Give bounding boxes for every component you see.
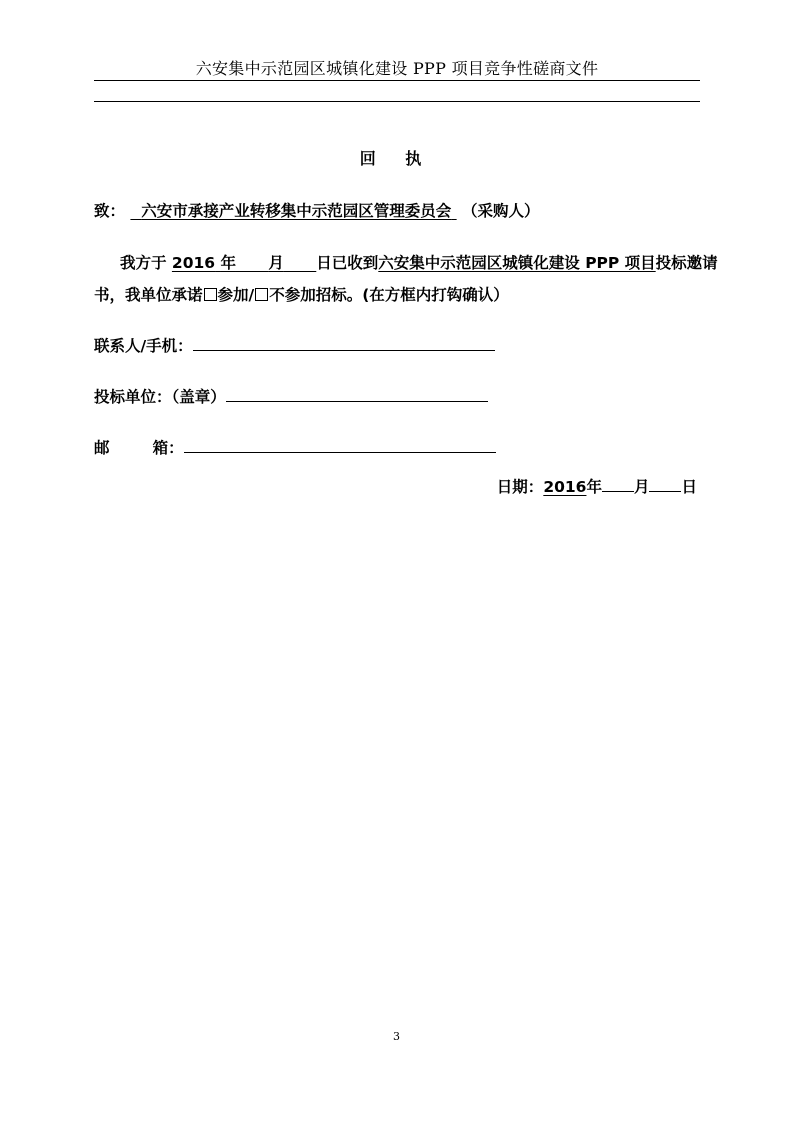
date-label: 日期： (496, 478, 544, 496)
to-line (94, 199, 540, 221)
not-participate-checkbox[interactable] (255, 288, 268, 301)
bidder-label: 投标单位：（盖章） (94, 388, 226, 406)
project-name: 六安集中示范园区城镇化建设 PPP 项目 (378, 254, 656, 272)
bidder-input-line[interactable] (226, 387, 488, 402)
to-prefix: 致： (94, 202, 126, 220)
date-year: 2016 (543, 478, 587, 496)
contact-input-line[interactable] (193, 336, 495, 351)
to-suffix: （采购人） (462, 202, 540, 220)
contact-field (94, 334, 495, 356)
document-header: 六安集中示范园区城镇化建设 PPP 项目竞争性磋商文件 (195, 59, 599, 78)
email-field (94, 436, 496, 458)
date-day-blank[interactable] (649, 477, 681, 492)
year-value: 2016 年 月 (171, 254, 284, 272)
email-label: 邮 箱： (94, 439, 184, 457)
header-rule-top (94, 80, 700, 81)
bidder-field (94, 385, 488, 407)
page-title: 回 执 (359, 149, 434, 168)
date-line: 日期：2016年 月 日 (496, 478, 697, 496)
participate-checkbox[interactable] (204, 288, 217, 301)
body-paragraph-line1: 我方于 2016 年 月 日已收到六安集中示范园区城镇化建设 PPP 项目投标邀请 (120, 254, 718, 272)
page-number: 3 (393, 1030, 400, 1043)
recipient: 六安市承接产业转移集中示范园区管理委员会 (141, 202, 452, 220)
email-input-line[interactable] (184, 438, 496, 453)
contact-label: 联系人/手机： (94, 337, 193, 355)
header-rule-bottom (94, 101, 700, 102)
body-paragraph-line2: 书，我单位承诺 参加/ 不参加招标。(在方框内打钩确认） (94, 286, 509, 304)
date-month-blank[interactable] (602, 477, 634, 492)
